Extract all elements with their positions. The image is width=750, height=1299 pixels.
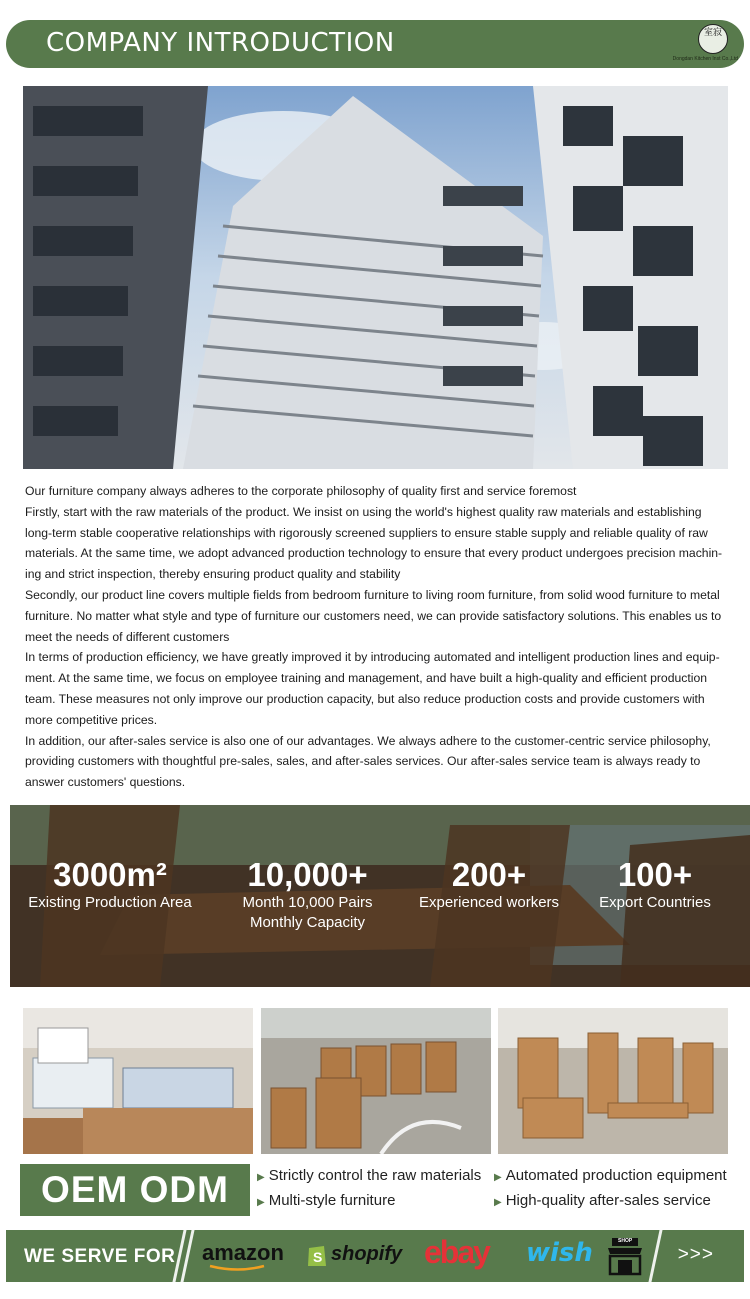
stat-label: Month 10,000 Pairs Monthly Capacity <box>242 894 373 931</box>
stats-banner <box>10 805 750 987</box>
feature-item <box>494 1192 711 1209</box>
feature-label: Strictly control the raw materials <box>268 1167 482 1184</box>
stat-monthly-capacity <box>215 857 400 933</box>
amazon-logo[interactable] <box>202 1240 284 1266</box>
wish-logo[interactable] <box>526 1238 593 1268</box>
intro-paragraph: In addition, our after-sales service is also one of our advantages. We always adhere to the customer-centric service philosophy, providing customers with thoughtful pre-sales, sales, and after-sales services. Our after-sales service team is always ready to answer customers' questions. <box>25 733 711 790</box>
triangle-bullet-icon: ▶ <box>257 1197 265 1208</box>
seal-caption: Dongdan Kitchen Inst Co.,Ltd <box>672 56 738 62</box>
factory-workshop-photo <box>498 1008 728 1154</box>
logo-text: shopify <box>331 1243 403 1265</box>
intro-paragraph: Secondly, our product line covers multiple fields from bedroom furniture to living room furniture, from solid wood furniture to metal furniture. No matter what style and type of furniture our customers need, we can provide satisfactory solutions. This enables us to meet the needs of different customers <box>25 587 722 644</box>
triangle-bullet-icon: ▶ <box>257 1172 265 1183</box>
we-serve-for-bar <box>6 1230 744 1282</box>
stat-value: 100+ <box>617 856 693 893</box>
company-building-photo <box>23 86 728 469</box>
logo-text: ebay <box>424 1234 489 1270</box>
intro-paragraph: In terms of production efficiency, we have greatly improved it by introducing automated and intelligent production lines and equip-ment. At the same time, we focus on employee training and management, and have built a high-quality and efficient production team. These measures not only improve our production capacity, but also reduce production costs and provide customers with more competitive prices. <box>25 650 720 727</box>
triangle-bullet-icon: ▶ <box>494 1197 502 1208</box>
feature-label: Multi-style furniture <box>268 1192 396 1209</box>
divider-slash <box>648 1230 662 1282</box>
section-title: COMPANY INTRODUCTION <box>46 28 395 58</box>
feature-label: Automated production equipment <box>505 1167 727 1184</box>
intro-paragraph: Our furniture company always adheres to the corporate philosophy of quality first and service foremost <box>25 484 577 498</box>
section-header <box>6 20 744 68</box>
stat-value: 3000m² <box>53 856 167 893</box>
oem-odm-badge: OEM ODM <box>20 1164 250 1216</box>
stat-label: Existing Production Area <box>28 894 192 911</box>
feature-item <box>257 1167 481 1184</box>
feature-item <box>494 1167 727 1184</box>
stat-label: Experienced workers <box>418 894 560 911</box>
stat-workers <box>399 857 579 913</box>
factory-chairs-photo <box>261 1008 491 1154</box>
triangle-bullet-icon: ▶ <box>494 1172 502 1183</box>
shop-sign-text: SHOP <box>618 1238 633 1244</box>
stat-production-area <box>20 857 200 913</box>
feature-item <box>257 1192 395 1209</box>
logo-text: wish <box>526 1238 593 1268</box>
stat-value: 200+ <box>451 856 527 893</box>
company-intro-text <box>25 481 730 793</box>
feature-label: High-quality after-sales service <box>505 1192 711 1209</box>
company-seal-logo <box>698 24 728 54</box>
logo-text: amazon <box>202 1240 284 1265</box>
serve-title: WE SERVE FOR <box>24 1246 176 1267</box>
intro-paragraph: Firstly, start with the raw materials of the product. We insist on using the world's highest quality raw materials and establishing long-term stable cooperative relationships with rigorously screened suppliers to ensure stable supply and reliable quality of raw materials. At the same time, we adopt advanced production technology to ensure that every product undergoes precision machin-ing and strict inspection, thereby ensuring product quality and stability <box>25 504 723 582</box>
stat-value: 10,000+ <box>247 856 368 893</box>
stat-label: Export Countries <box>599 894 711 911</box>
stat-export-countries <box>565 857 745 913</box>
factory-machinery-photo <box>23 1008 253 1154</box>
ebay-logo[interactable] <box>424 1234 489 1271</box>
svg-text:S: S <box>313 1249 323 1265</box>
seal-text: 室寂 <box>703 28 722 38</box>
more-arrows[interactable]: >>> <box>677 1244 714 1265</box>
shop-store-icon[interactable] <box>606 1236 644 1281</box>
